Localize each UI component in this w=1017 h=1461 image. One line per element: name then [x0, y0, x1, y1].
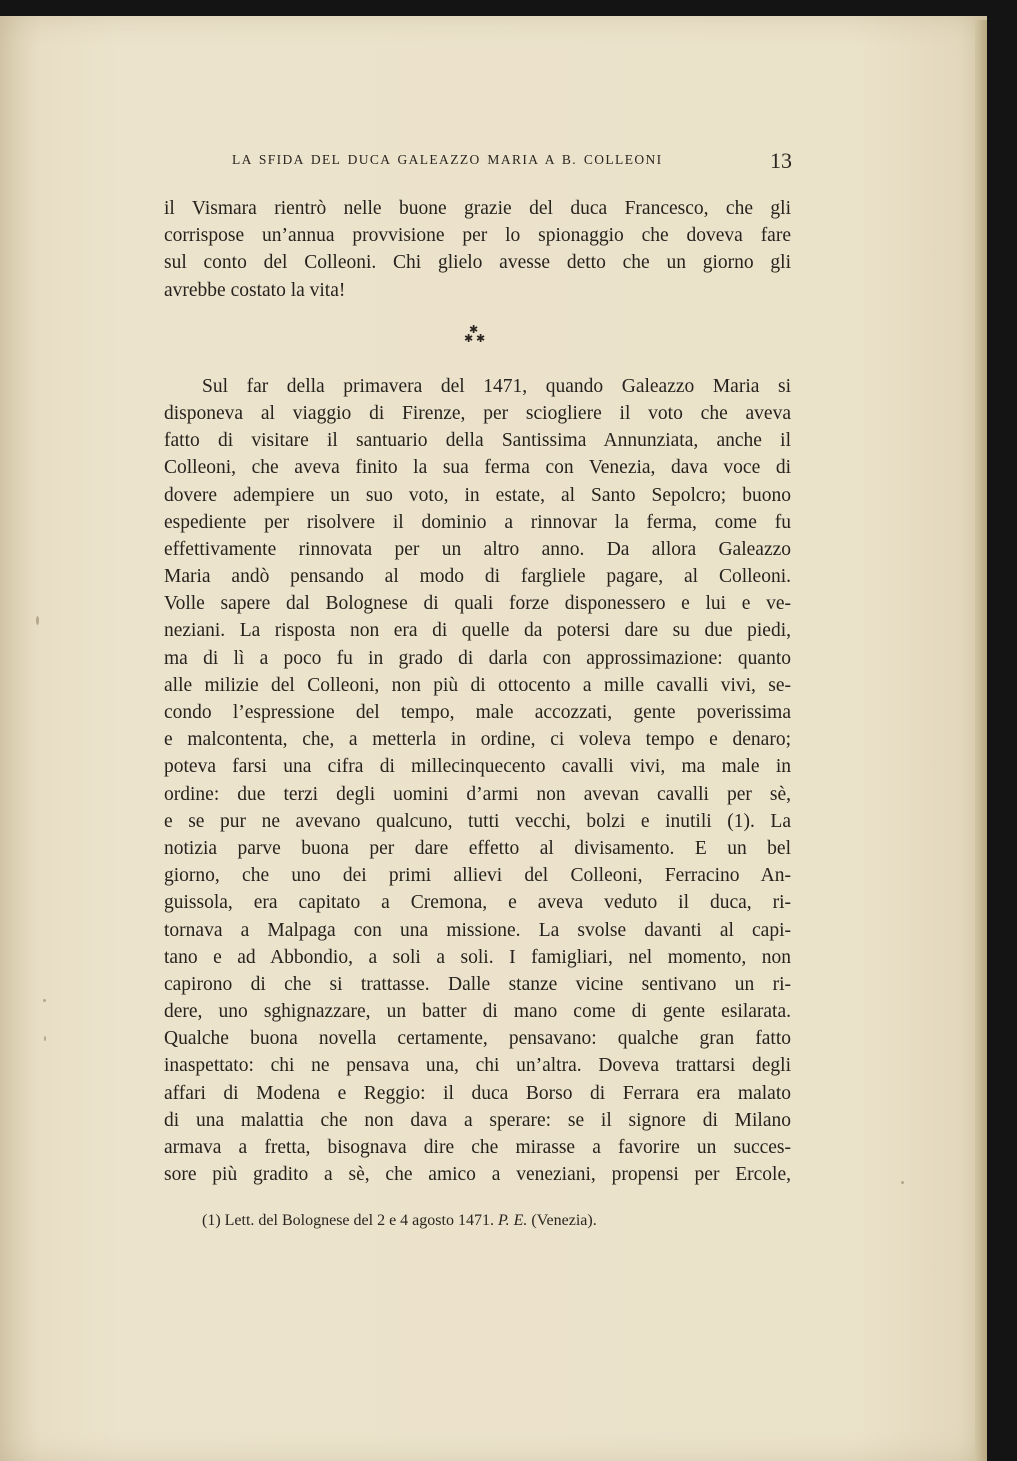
- text-line: tano e ad Abbondio, a soli a soli. I famigliari, nel momento, non: [164, 946, 791, 968]
- text-line: effettivamente rinnovata per un altro anno. Da allora Galeazzo: [164, 538, 791, 560]
- text-line: il Vismara rientrò nelle buone grazie del duca Francesco, che gli: [164, 198, 791, 219]
- text-line: espediente per risolvere il dominio a rinnovar la ferma, come fu: [164, 511, 791, 533]
- footnote-source: (Venezia).: [531, 1212, 597, 1229]
- text-line: Colleoni, che aveva finito la sua ferma con Venezia, dava voce di: [164, 457, 791, 479]
- section-separator-asterism: [455, 323, 495, 353]
- text-line: capirono di che si trattasse. Dalle stanze vicine sentivano un ri-: [164, 973, 791, 995]
- text-line: armava a fretta, bisognava dire che mirasse a favorire un succes-: [164, 1137, 791, 1158]
- text-line: fatto di visitare il santuario della Santissima Annunziata, anche il: [164, 430, 791, 452]
- text-line: sore più gradito a sè, che amico a veneziani, propensi per Ercole,: [164, 1164, 791, 1186]
- footnote-text: (1) Lett. del Bolognese del 2 e 4 agosto 1471.: [202, 1212, 494, 1229]
- text-line: e se pur ne avevano qualcuno, tutti vecchi, bolzi e inutili (1). La: [164, 810, 791, 832]
- text-line: ordine: due terzi degli uomini d’armi non avevan cavalli per sè,: [164, 783, 791, 805]
- text-line: di una malattia che non dava a sperare: se il signore di Milano: [164, 1109, 791, 1131]
- text-line: Volle sapere dal Bolognese di quali forze disponessero e lui e ve-: [164, 593, 791, 615]
- text-line: giorno, che uno dei primi allievi del Colleoni, Ferracino An-: [164, 865, 791, 887]
- text-line: inaspettato: chi ne pensava una, chi un’altra. Doveva trattarsi degli: [164, 1055, 791, 1077]
- footnote-abbreviation: P. E.: [497, 1212, 528, 1229]
- text-line: dere, uno sghignazzare, un batter di mano come di gente esilarata.: [164, 1001, 791, 1023]
- text-line: e malcontenta, che, a metterla in ordine, ci voleva tempo e denaro;: [164, 729, 791, 751]
- text-line: affari di Modena e Reggio: il duca Borso di Ferrara era malato: [164, 1082, 791, 1104]
- text-line: avrebbe costato la vita!: [164, 279, 346, 301]
- text-line: guissola, era capitato a Cremona, e aveva veduto il duca, ri-: [164, 892, 791, 914]
- text-line: neziani. La risposta non era di quelle da potersi dare su due piedi,: [164, 620, 791, 642]
- asterisk-icon: ✱: [464, 333, 474, 345]
- paragraph-1: [164, 195, 791, 304]
- asterisk-icon: ✱: [469, 324, 479, 336]
- paper-speck: [44, 1036, 46, 1041]
- paper-speck: [43, 999, 46, 1002]
- text-line: condo l’espressione del tempo, male accozzati, gente poverissima: [164, 702, 791, 723]
- text-line: Maria andò pensando al modo di fargliele pagare, al Colleoni.: [164, 566, 791, 588]
- paragraph-2: [164, 373, 791, 1189]
- paper-speck: [36, 616, 39, 625]
- text-line: tornava a Malpaga con una missione. La svolse davanti al capi-: [164, 919, 791, 941]
- asterisk-icon: ✱: [476, 333, 486, 345]
- text-line: poteva farsi una cifra di millecinquecento cavalli vivi, ma male in: [164, 756, 791, 778]
- text-line: sul conto del Colleoni. Chi glielo avesse detto che un giorno gli: [164, 252, 791, 274]
- text-line: alle milizie del Colleoni, non più di ottocento a mille cavalli vivi, se-: [164, 674, 791, 696]
- text-line: Qualche buona novella certamente, pensavano: qualche gran fatto: [164, 1028, 791, 1050]
- text-line: corrispose un’annua provvisione per lo spionaggio che doveva fare: [164, 225, 791, 247]
- page-number: 13: [770, 148, 792, 173]
- page-edge: [975, 20, 987, 1461]
- text-line: Sul far della primavera del 1471, quando Galeazzo Maria si: [202, 375, 791, 397]
- running-title: LA SFIDA DEL DUCA GALEAZZO MARIA A B. COLLEONI: [232, 152, 663, 167]
- text-line: dovere adempiere un suo voto, in estate, al Santo Sepolcro; buono: [164, 484, 791, 506]
- text-line: notizia parve buona per dare effetto al divisamento. E un bel: [164, 837, 791, 859]
- footnote: [202, 1212, 597, 1230]
- paper-speck: [901, 1181, 904, 1184]
- text-line: ma di lì a poco fu in grado di darla con approssimazione: quanto: [164, 647, 791, 669]
- text-line: disponeva al viaggio di Firenze, per sciogliere il voto che aveva: [164, 402, 791, 424]
